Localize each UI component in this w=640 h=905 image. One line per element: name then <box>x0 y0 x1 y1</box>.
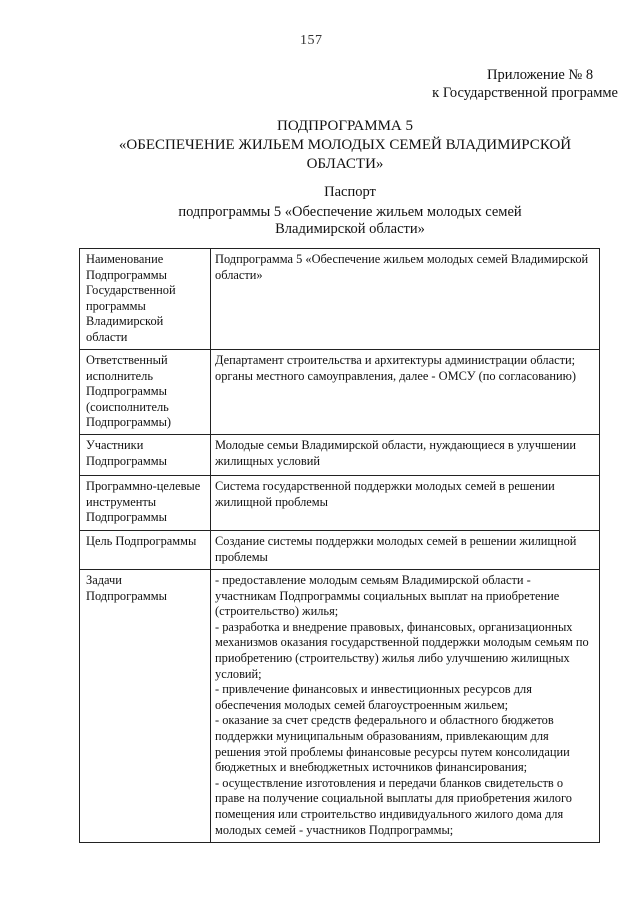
passport-subheading-line-2: Владимирской области» <box>275 221 425 237</box>
row-value <box>211 476 600 531</box>
row-value-line: Департамент строительства и архитектуры администрации области; <box>215 353 576 367</box>
task-item: - оказание за счет средств федерального и областного бюджетов поддержки муниципальным образованиям, привлекающим для решения этой проблемы финансовые ресурсы путем консолидации бюджетных и внебюджетных источников финансирования; <box>215 713 570 775</box>
table-row <box>80 435 600 476</box>
row-value-line: Подпрограмма 5 «Обеспечение жильем молодых семей Владимирской области» <box>215 252 589 282</box>
subprogram-title-line-2: «ОБЕСПЕЧЕНИЕ ЖИЛЬЕМ МОЛОДЫХ СЕМЕЙ ВЛАДИМИРСКОЙ <box>118 137 572 153</box>
row-label: Участники Подпрограммы <box>80 435 211 476</box>
row-label: Задачи Подпрограммы <box>80 570 211 843</box>
row-value <box>211 435 600 476</box>
passport-table <box>79 248 600 843</box>
row-label: Цель Подпрограммы <box>80 531 211 570</box>
row-value-line: Система государственной поддержки молодых семей в решении жилищной проблемы <box>215 479 555 509</box>
row-label: Ответственный исполнитель Подпрограммы (соисполнитель Подпрограммы) <box>80 350 211 435</box>
table-row <box>80 531 600 570</box>
table-row <box>80 570 600 843</box>
row-value-line: органы местного самоуправления, далее - ОМСУ (по согласованию) <box>215 368 577 383</box>
passport-heading: Паспорт <box>324 184 376 200</box>
row-value-line: Молодые семьи Владимирской области, нуждающиеся в улучшении жилищных условий <box>215 438 577 468</box>
subprogram-title-line-1: ПОДПРОГРАММА 5 <box>276 118 414 134</box>
task-item: - привлечение финансовых и инвестиционных ресурсов для обеспечения молодых семей благоустроенным жильем; <box>215 682 532 712</box>
table-row <box>80 350 600 435</box>
row-value <box>211 350 600 435</box>
task-item: - осуществление изготовления и передачи бланков свидетельств о праве на получение социальной выплаты для приобретения жилого помещения или строительство индивидуального жилого дома для молодых семей - участников Подпрограммы; <box>215 775 572 837</box>
subprogram-title <box>90 117 600 174</box>
row-value <box>211 570 600 843</box>
passport-heading-block <box>120 184 580 238</box>
table-row <box>80 249 600 350</box>
subprogram-title-line-3: ОБЛАСТИ» <box>306 156 384 172</box>
appendix-reference: к Государственной программе <box>432 85 618 101</box>
appendix-number: Приложение № 8 <box>486 67 594 83</box>
row-label: Наименование Подпрограммы Государственной программы Владимирской области <box>80 249 211 350</box>
row-value-line: Создание системы поддержки молодых семей в решении жилищной проблемы <box>215 534 577 564</box>
row-value <box>211 531 600 570</box>
passport-subheading-line-1: подпрограммы 5 «Обеспечение жильем молодых семей <box>178 204 522 220</box>
row-label: Программно-целевые инструменты Подпрограммы <box>80 476 211 531</box>
row-value <box>211 249 600 350</box>
task-item: - разработка и внедрение правовых, финансовых, организационных механизмов оказания государственной поддержки молодым семьям по приобретению (строительству) жилья либо улучшению жилищных условий; <box>215 619 589 681</box>
page-number: 157 <box>300 33 323 48</box>
task-item: - предоставление молодым семьям Владимирской области - участникам Подпрограммы социальных выплат на приобретение (строительство) жилья; <box>215 573 560 619</box>
table-row <box>80 476 600 531</box>
appendix-header <box>432 66 618 102</box>
